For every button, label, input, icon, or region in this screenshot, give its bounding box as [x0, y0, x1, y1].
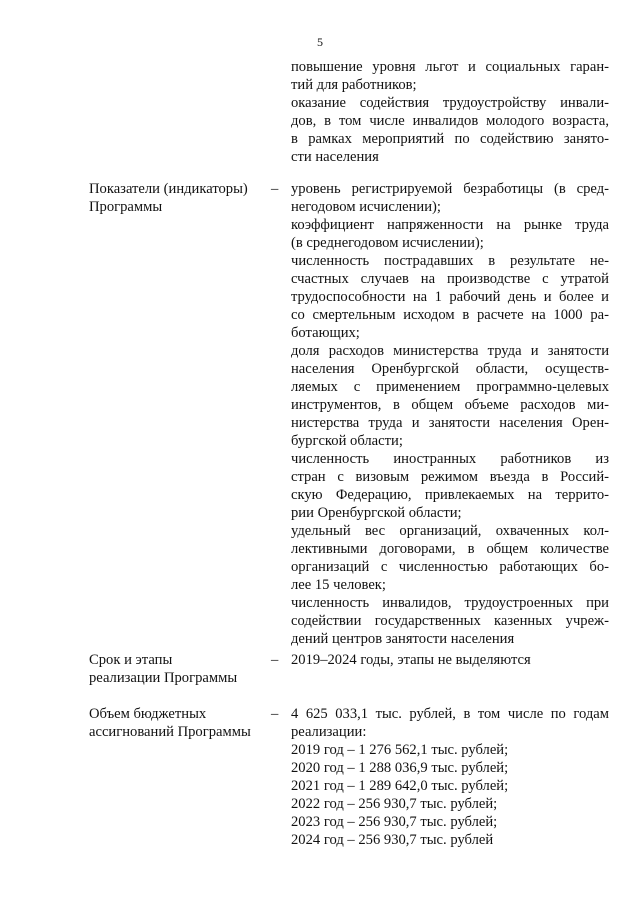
dash: –: [271, 181, 279, 197]
text-line: коэффициент напряженности на рынке труда: [291, 217, 609, 233]
continuation-text: [291, 58, 609, 166]
text-line: дов, в том числе инвалидов молодого возраста,: [291, 113, 609, 129]
indicators-content: [291, 180, 609, 648]
text-line: повышение уровня льгот и социальных гаран-: [291, 59, 609, 75]
text-line: тий для работников;: [291, 77, 417, 93]
text-line: лективными договорами, в общем количестве: [291, 541, 609, 557]
text-line: содействии государственных казенных учреж-: [291, 613, 609, 629]
text-line: численность пострадавших в результате не-: [291, 253, 609, 269]
label-line: Объем бюджетных: [89, 706, 207, 722]
text-line: 2019 год – 1 276 562,1 тыс. рублей;: [291, 742, 509, 758]
text-line: дений центров занятости населения: [291, 631, 515, 647]
text-line: лее 15 человек;: [291, 577, 386, 593]
text-line: трудоспособности на 1 рабочий день и более и: [291, 289, 609, 305]
text-line: рии Оренбургской области;: [291, 505, 462, 521]
text-line: сти населения: [291, 149, 379, 165]
label-line: Программы: [89, 199, 163, 215]
page-number: 5: [317, 35, 323, 49]
text-line: 2021 год – 1 289 642,0 тыс. рублей;: [291, 778, 509, 794]
text-line: (в среднегодовом исчислении);: [291, 235, 484, 251]
text-line: стран с визовым режимом въезда в Россий-: [291, 469, 609, 485]
text-line: нистерства труда и занятости населения Орен-: [291, 415, 609, 431]
text-line: численность инвалидов, трудоустроенных при: [291, 595, 609, 611]
text-line: скую Федерацию, привлекаемых на террито-: [291, 487, 609, 503]
label-line: ассигнований Программы: [89, 724, 251, 740]
text-line: организаций с численностью работающих бо-: [291, 559, 609, 575]
text-line: численность иностранных работников из: [291, 451, 609, 467]
budget-label: [89, 705, 279, 741]
text-line: 2024 год – 256 930,7 тыс. рублей: [291, 832, 494, 848]
text-line: 2023 год – 256 930,7 тыс. рублей;: [291, 814, 498, 830]
budget-content: [291, 705, 609, 849]
period-label: [89, 651, 279, 687]
text-line: ляемых с применением программно-целевых: [291, 379, 609, 395]
label-line: Срок и этапы: [89, 652, 173, 668]
text-line: счастных случаев на производстве с утратой: [291, 271, 609, 287]
text-line: оказание содействия трудоустройству инвали-: [291, 95, 609, 111]
text-line: 4 625 033,1 тыс. рублей, в том числе по годам: [291, 706, 609, 722]
text-line: удельный вес организаций, охваченных кол-: [291, 523, 609, 539]
dash: –: [271, 652, 279, 668]
text-line: ботающих;: [291, 325, 360, 341]
text-line: бургской области;: [291, 433, 403, 449]
text-line: в рамках мероприятий по содействию занято-: [291, 131, 609, 147]
dash: –: [271, 706, 279, 722]
text-line: 2020 год – 1 288 036,9 тыс. рублей;: [291, 760, 509, 776]
text-line: доля расходов министерства труда и занятости: [291, 343, 609, 359]
indicators-label: [89, 180, 279, 216]
period-content: [291, 651, 609, 669]
label-line: реализации Программы: [89, 670, 238, 686]
text-line: 2019–2024 годы, этапы не выделяются: [291, 652, 531, 668]
text-line: 2022 год – 256 930,7 тыс. рублей;: [291, 796, 498, 812]
label-line: Показатели (индикаторы): [89, 181, 248, 197]
text-line: населения Оренбургской области, осуществ-: [291, 361, 609, 377]
text-line: реализации:: [291, 724, 367, 740]
text-line: инструментов, в общем объеме расходов ми-: [291, 397, 609, 413]
text-line: уровень регистрируемой безработицы (в сред-: [291, 181, 609, 197]
text-line: негодовом исчислении);: [291, 199, 441, 215]
text-line: со смертельным исходом в расчете на 1000 ра-: [291, 307, 609, 323]
